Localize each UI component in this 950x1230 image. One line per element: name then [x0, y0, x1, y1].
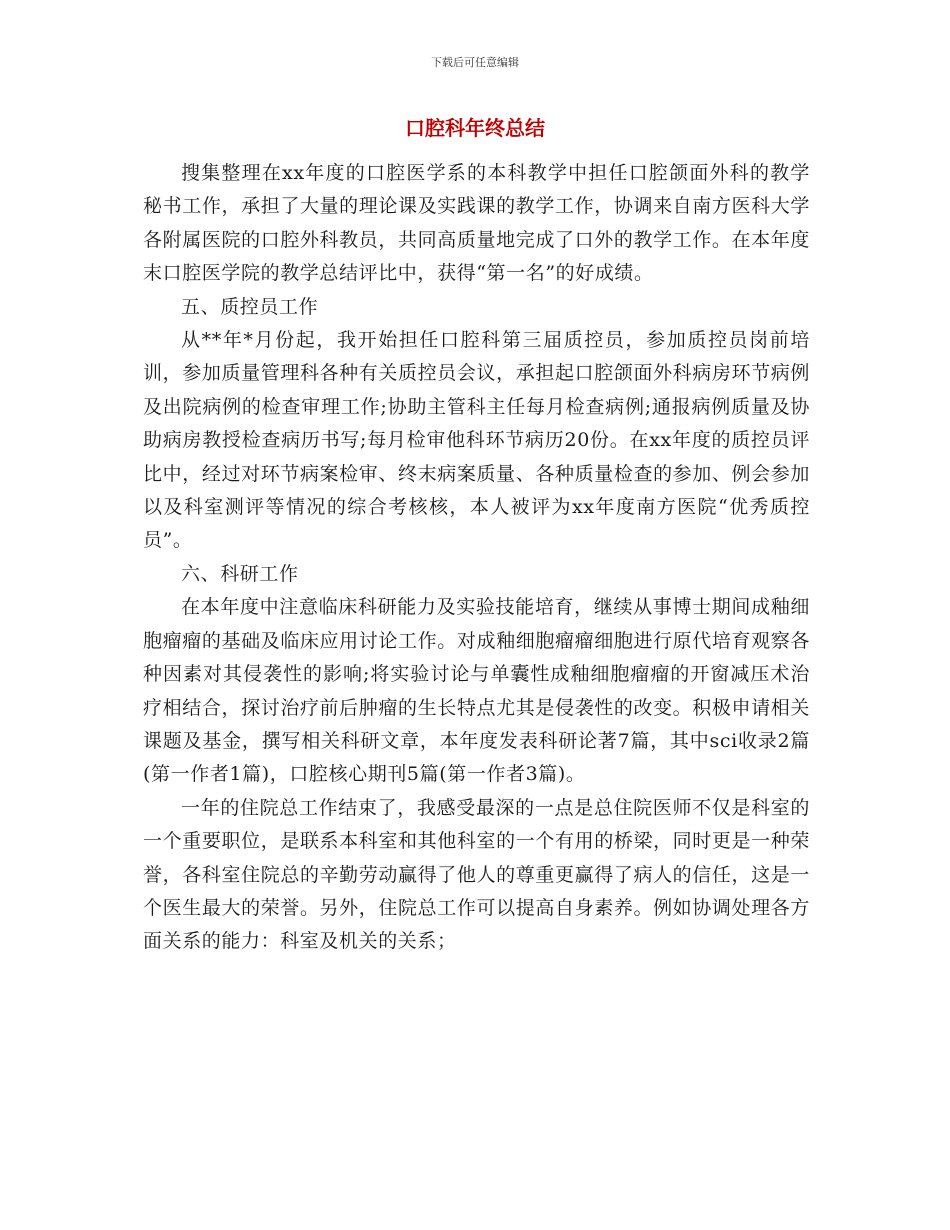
document-title: 口腔科年终总结 — [405, 116, 545, 140]
section-heading-research: 六、科研工作 — [181, 562, 299, 585]
paragraph-teaching: 搜集整理在xx年度的口腔医学系的本科教学中担任口腔颌面外科的教学秘书工作，承担了大量的理论课及实践课的教学工作，协调来自南方医科大学各附属医院的口腔外科教员，共同高质量地完成了口外的教学工作。在本年度末口腔医学院的教学总结评比中，获得“第一名”的好成绩。 — [143, 162, 810, 285]
section-heading-quality-control: 五、质控员工作 — [181, 295, 319, 318]
paragraph-research: 在本年度中注意临床科研能力及实验技能培育，继续从事博士期间成釉细胞瘤瘤的基础及临床应用讨论工作。对成釉细胞瘤瘤细胞进行原代培育观察各种因素对其侵袭性的影响;将实验讨论与单囊性成釉细胞瘤瘤的开窗减压术治疗相结合，探讨治疗前后肿瘤的生长特点尤其是侵袭性的改变。积极申请相关课题及基金，撰写相关科研文章，本年度发表科研论著7篇，其中sci收录2篇(第一作者1篇)，口腔核心期刊5篇(第一作者3篇)。 — [143, 596, 810, 786]
paragraph-quality-control: 从**年*月份起，我开始担任口腔科第三届质控员，参加质控员岗前培训，参加质量管理科各种有关质控员会议，承担起口腔颌面外科病房环节病例及出院病例的检查审理工作;协助主管科主任每月检查病例;通报病例质量及协助病房教授检查病历书写;每月检审他科环节病历20份。在xx年度的质控员评比中，经过对环节病案检审、终末病案质量、各种质量检查的参加、例会参加以及科室测评等情况的综合考核核，本人被评为xx年度南方医院“优秀质控员”。 — [143, 329, 810, 552]
paragraph-summary: 一年的住院总工作结束了，我感受最深的一点是总住院医师不仅是科室的一个重要职位，是联系本科室和其他科室的一个有用的桥梁，同时更是一种荣誉，各科室住院总的辛勤劳动赢得了他人的尊重更赢得了病人的信任，这是一个医生最大的荣誉。另外，住院总工作可以提高自身素养。例如协调处理各方面关系的能力：科室及机关的关系； — [143, 796, 810, 953]
document-body — [143, 157, 810, 959]
header-note: 下载后可任意编辑 — [431, 56, 519, 69]
